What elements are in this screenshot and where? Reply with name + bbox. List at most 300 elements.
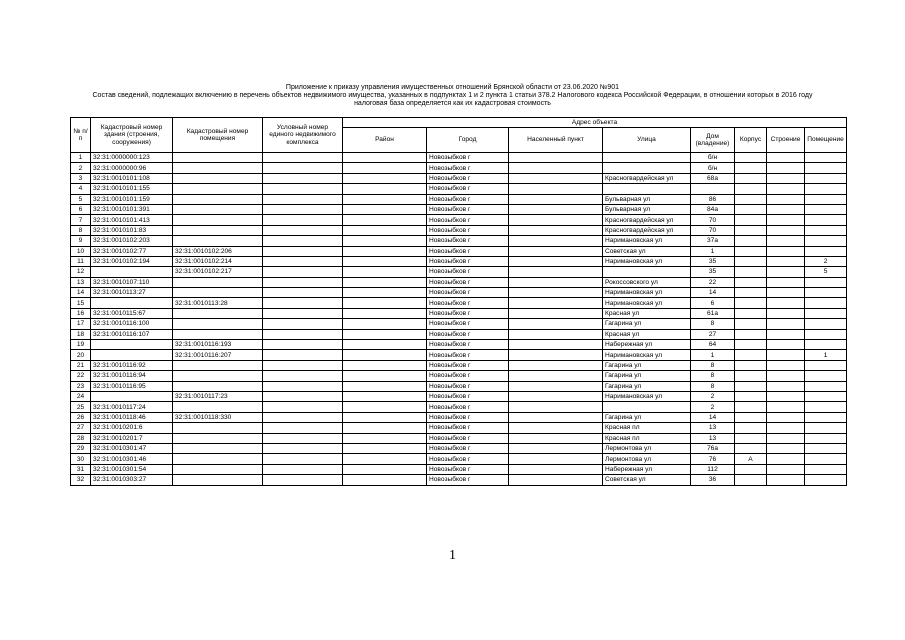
pomeschenie-cell: 5 (805, 267, 847, 277)
district-cell (343, 475, 427, 485)
settlement-cell (509, 215, 603, 225)
stroenie-cell (767, 153, 805, 163)
pomeschenie-cell (805, 329, 847, 339)
pomeschenie-cell (805, 298, 847, 308)
korpus-cell (735, 153, 767, 163)
city-cell: Новозыбков г (427, 215, 509, 225)
city-cell: Новозыбков г (427, 184, 509, 194)
korpus-cell (735, 423, 767, 433)
col-header-settlement: Населенный пункт (509, 128, 603, 153)
korpus-cell (735, 236, 767, 246)
street-cell (603, 184, 691, 194)
korpus-cell: А (735, 454, 767, 464)
city-cell: Новозыбков г (427, 423, 509, 433)
row-number-cell: 32 (71, 475, 91, 485)
settlement-cell (509, 340, 603, 350)
table-row (71, 256, 847, 266)
room-cadastral-cell (173, 443, 263, 453)
street-cell: Наримановская ул (603, 288, 691, 298)
stroenie-cell (767, 204, 805, 214)
city-cell: Новозыбков г (427, 153, 509, 163)
room-cadastral-cell: 32:31:0010117:23 (173, 391, 263, 401)
house-cell: 14 (691, 288, 735, 298)
complex-number-cell (263, 256, 343, 266)
table-row (71, 340, 847, 350)
pomeschenie-cell (805, 163, 847, 173)
district-cell (343, 236, 427, 246)
row-number-cell: 28 (71, 433, 91, 443)
city-cell: Новозыбков г (427, 308, 509, 318)
complex-number-cell (263, 204, 343, 214)
korpus-cell (735, 204, 767, 214)
stroenie-cell (767, 412, 805, 422)
complex-number-cell (263, 194, 343, 204)
street-cell: Гагарина ул (603, 319, 691, 329)
page-number: 1 (449, 548, 456, 563)
room-cadastral-cell (173, 225, 263, 235)
row-number-cell: 8 (71, 225, 91, 235)
district-cell (343, 433, 427, 443)
table-row (71, 454, 847, 464)
col-header-korpus: Корпус (735, 128, 767, 153)
pomeschenie-cell: 2 (805, 256, 847, 266)
district-cell (343, 340, 427, 350)
pomeschenie-cell (805, 246, 847, 256)
korpus-cell (735, 402, 767, 412)
room-cadastral-cell (173, 236, 263, 246)
settlement-cell (509, 412, 603, 422)
row-number-cell: 14 (71, 288, 91, 298)
complex-number-cell (263, 433, 343, 443)
house-cell: 8 (691, 371, 735, 381)
stroenie-cell (767, 163, 805, 173)
building-cadastral-cell: 32:31:0010118:46 (91, 412, 173, 422)
room-cadastral-cell (173, 360, 263, 370)
col-header-street: Улица (603, 128, 691, 153)
house-cell: 2 (691, 391, 735, 401)
table-row (71, 204, 847, 214)
stroenie-cell (767, 433, 805, 443)
settlement-cell (509, 329, 603, 339)
row-number-cell: 19 (71, 340, 91, 350)
complex-number-cell (263, 412, 343, 422)
stroenie-cell (767, 340, 805, 350)
korpus-cell (735, 277, 767, 287)
row-number-cell: 12 (71, 267, 91, 277)
house-cell: 76 (691, 454, 735, 464)
korpus-cell (735, 381, 767, 391)
settlement-cell (509, 381, 603, 391)
street-cell (603, 163, 691, 173)
district-cell (343, 153, 427, 163)
room-cadastral-cell (173, 215, 263, 225)
settlement-cell (509, 308, 603, 318)
stroenie-cell (767, 308, 805, 318)
row-number-cell: 17 (71, 319, 91, 329)
district-cell (343, 298, 427, 308)
stroenie-cell (767, 454, 805, 464)
col-header-house: Дом (владение) (691, 128, 735, 153)
col-header-pomeschenie: Помещение (805, 128, 847, 153)
table-row (71, 433, 847, 443)
room-cadastral-cell (173, 423, 263, 433)
pomeschenie-cell (805, 340, 847, 350)
district-cell (343, 454, 427, 464)
col-header-city: Город (427, 128, 509, 153)
district-cell (343, 267, 427, 277)
stroenie-cell (767, 443, 805, 453)
house-cell: 8 (691, 319, 735, 329)
stroenie-cell (767, 350, 805, 360)
house-cell: 13 (691, 423, 735, 433)
complex-number-cell (263, 288, 343, 298)
district-cell (343, 256, 427, 266)
room-cadastral-cell (173, 381, 263, 391)
complex-number-cell (263, 402, 343, 412)
building-cadastral-cell (91, 350, 173, 360)
house-cell: 37а (691, 236, 735, 246)
street-cell: Советская ул (603, 246, 691, 256)
house-cell: 61а (691, 308, 735, 318)
stroenie-cell (767, 194, 805, 204)
city-cell: Новозыбков г (427, 443, 509, 453)
col-header-building: Кадастровый номер здания (строения, сооружения) (91, 118, 173, 153)
korpus-cell (735, 194, 767, 204)
district-cell (343, 329, 427, 339)
street-cell: Красная пл (603, 433, 691, 443)
row-number-cell: 29 (71, 443, 91, 453)
building-cadastral-cell: 32:31:0010102:194 (91, 256, 173, 266)
settlement-cell (509, 288, 603, 298)
house-cell: 36 (691, 475, 735, 485)
street-cell: Советская ул (603, 475, 691, 485)
pomeschenie-cell (805, 475, 847, 485)
district-cell (343, 173, 427, 183)
settlement-cell (509, 464, 603, 474)
complex-number-cell (263, 153, 343, 163)
complex-number-cell (263, 423, 343, 433)
table-row (71, 350, 847, 360)
district-cell (343, 308, 427, 318)
building-cadastral-cell: 32:31:0010101:155 (91, 184, 173, 194)
table-row (71, 236, 847, 246)
complex-number-cell (263, 443, 343, 453)
building-cadastral-cell: 32:31:0010101:83 (91, 225, 173, 235)
house-cell: 84а (691, 204, 735, 214)
house-cell: 8 (691, 360, 735, 370)
house-cell: 86 (691, 194, 735, 204)
row-number-cell: 11 (71, 256, 91, 266)
korpus-cell (735, 391, 767, 401)
city-cell: Новозыбков г (427, 277, 509, 287)
settlement-cell (509, 184, 603, 194)
city-cell: Новозыбков г (427, 225, 509, 235)
table-row (71, 371, 847, 381)
building-cadastral-cell: 32:31:0010101:413 (91, 215, 173, 225)
room-cadastral-cell: 32:31:0010102:217 (173, 267, 263, 277)
pomeschenie-cell (805, 173, 847, 183)
stroenie-cell (767, 184, 805, 194)
district-cell (343, 215, 427, 225)
table-row (71, 402, 847, 412)
building-cadastral-cell: 32:31:0010301:54 (91, 464, 173, 474)
street-cell: Гагарина ул (603, 360, 691, 370)
stroenie-cell (767, 381, 805, 391)
city-cell: Новозыбков г (427, 360, 509, 370)
room-cadastral-cell: 32:31:0010116:193 (173, 340, 263, 350)
row-number-cell: 9 (71, 236, 91, 246)
city-cell: Новозыбков г (427, 464, 509, 474)
district-cell (343, 288, 427, 298)
house-cell: 6 (691, 298, 735, 308)
settlement-cell (509, 350, 603, 360)
city-cell: Новозыбков г (427, 236, 509, 246)
room-cadastral-cell (173, 464, 263, 474)
complex-number-cell (263, 267, 343, 277)
settlement-cell (509, 423, 603, 433)
korpus-cell (735, 184, 767, 194)
pomeschenie-cell (805, 454, 847, 464)
row-number-cell: 22 (71, 371, 91, 381)
korpus-cell (735, 443, 767, 453)
building-cadastral-cell: 32:31:0010116:107 (91, 329, 173, 339)
room-cadastral-cell: 32:31:0010118:330 (173, 412, 263, 422)
room-cadastral-cell (173, 163, 263, 173)
stroenie-cell (767, 246, 805, 256)
room-cadastral-cell (173, 194, 263, 204)
house-cell: 27 (691, 329, 735, 339)
room-cadastral-cell: 32:31:0010116:207 (173, 350, 263, 360)
city-cell: Новозыбков г (427, 288, 509, 298)
table-row (71, 319, 847, 329)
table-row (71, 277, 847, 287)
room-cadastral-cell: 32:31:0010102:214 (173, 256, 263, 266)
settlement-cell (509, 443, 603, 453)
street-cell: Наримановская ул (603, 350, 691, 360)
table-row (71, 153, 847, 163)
korpus-cell (735, 371, 767, 381)
building-cadastral-cell: 32:31:0010301:47 (91, 443, 173, 453)
district-cell (343, 391, 427, 401)
stroenie-cell (767, 402, 805, 412)
settlement-cell (509, 360, 603, 370)
building-cadastral-cell (91, 298, 173, 308)
house-cell: 2 (691, 402, 735, 412)
col-header-district: Район (343, 128, 427, 153)
city-cell: Новозыбков г (427, 402, 509, 412)
city-cell: Новозыбков г (427, 329, 509, 339)
row-number-cell: 30 (71, 454, 91, 464)
table-row (71, 288, 847, 298)
settlement-cell (509, 402, 603, 412)
street-cell: Гагарина ул (603, 412, 691, 422)
pomeschenie-cell (805, 153, 847, 163)
street-cell: Гагарина ул (603, 371, 691, 381)
korpus-cell (735, 412, 767, 422)
house-cell: 68а (691, 173, 735, 183)
city-cell: Новозыбков г (427, 371, 509, 381)
row-number-cell: 4 (71, 184, 91, 194)
table-row (71, 163, 847, 173)
city-cell: Новозыбков г (427, 256, 509, 266)
house-cell: 22 (691, 277, 735, 287)
korpus-cell (735, 340, 767, 350)
district-cell (343, 423, 427, 433)
street-cell: Бульварная ул (603, 194, 691, 204)
building-cadastral-cell: 32:31:0010117:24 (91, 402, 173, 412)
table-row (71, 464, 847, 474)
district-cell (343, 184, 427, 194)
table-row (71, 329, 847, 339)
pomeschenie-cell (805, 236, 847, 246)
complex-number-cell (263, 340, 343, 350)
complex-number-cell (263, 308, 343, 318)
row-number-cell: 23 (71, 381, 91, 391)
house-cell: 112 (691, 464, 735, 474)
row-number-cell: 7 (71, 215, 91, 225)
complex-number-cell (263, 298, 343, 308)
row-number-cell: 25 (71, 402, 91, 412)
row-number-cell: 24 (71, 391, 91, 401)
table-row (71, 381, 847, 391)
pomeschenie-cell (805, 443, 847, 453)
row-number-cell: 1 (71, 153, 91, 163)
pomeschenie-cell (805, 412, 847, 422)
pomeschenie-cell (805, 288, 847, 298)
street-cell: Красная пл (603, 423, 691, 433)
stroenie-cell (767, 423, 805, 433)
district-cell (343, 350, 427, 360)
stroenie-cell (767, 329, 805, 339)
korpus-cell (735, 246, 767, 256)
street-cell: Красная ул (603, 308, 691, 318)
korpus-cell (735, 350, 767, 360)
district-cell (343, 443, 427, 453)
stroenie-cell (767, 215, 805, 225)
house-cell: 13 (691, 433, 735, 443)
settlement-cell (509, 267, 603, 277)
table-row (71, 360, 847, 370)
table-row (71, 215, 847, 225)
stroenie-cell (767, 256, 805, 266)
settlement-cell (509, 236, 603, 246)
house-cell (691, 184, 735, 194)
house-cell: 76а (691, 443, 735, 453)
complex-number-cell (263, 236, 343, 246)
street-cell: Лермонтова ул (603, 443, 691, 453)
city-cell: Новозыбков г (427, 194, 509, 204)
complex-number-cell (263, 225, 343, 235)
street-cell: Рокоссовского ул (603, 277, 691, 287)
district-cell (343, 319, 427, 329)
complex-number-cell (263, 246, 343, 256)
building-cadastral-cell: 32:31:0010303:27 (91, 475, 173, 485)
street-cell: Бульварная ул (603, 204, 691, 214)
stroenie-cell (767, 288, 805, 298)
row-number-cell: 21 (71, 360, 91, 370)
complex-number-cell (263, 371, 343, 381)
city-cell: Новозыбков г (427, 163, 509, 173)
city-cell: Новозыбков г (427, 246, 509, 256)
settlement-cell (509, 475, 603, 485)
stroenie-cell (767, 475, 805, 485)
pomeschenie-cell (805, 402, 847, 412)
district-cell (343, 163, 427, 173)
house-cell: 35 (691, 256, 735, 266)
room-cadastral-cell (173, 319, 263, 329)
table-body (71, 153, 847, 486)
building-cadastral-cell (91, 391, 173, 401)
complex-number-cell (263, 163, 343, 173)
room-cadastral-cell (173, 329, 263, 339)
settlement-cell (509, 319, 603, 329)
room-cadastral-cell: 32:31:0010113:28 (173, 298, 263, 308)
street-cell: Красная ул (603, 329, 691, 339)
stroenie-cell (767, 298, 805, 308)
district-cell (343, 194, 427, 204)
room-cadastral-cell (173, 454, 263, 464)
room-cadastral-cell (173, 173, 263, 183)
district-cell (343, 277, 427, 287)
col-header-stroenie: Строение (767, 128, 805, 153)
room-cadastral-cell (173, 153, 263, 163)
row-number-cell: 5 (71, 194, 91, 204)
building-cadastral-cell: 32:31:0010201:6 (91, 423, 173, 433)
city-cell: Новозыбков г (427, 350, 509, 360)
settlement-cell (509, 153, 603, 163)
pomeschenie-cell (805, 371, 847, 381)
table-row (71, 443, 847, 453)
room-cadastral-cell (173, 433, 263, 443)
stroenie-cell (767, 225, 805, 235)
building-cadastral-cell: 32:31:0010102:203 (91, 236, 173, 246)
korpus-cell (735, 256, 767, 266)
pomeschenie-cell (805, 194, 847, 204)
korpus-cell (735, 433, 767, 443)
korpus-cell (735, 267, 767, 277)
street-cell (603, 153, 691, 163)
row-number-cell: 15 (71, 298, 91, 308)
korpus-cell (735, 308, 767, 318)
table-row (71, 246, 847, 256)
col-header-num: № п/п (71, 118, 91, 153)
city-cell: Новозыбков г (427, 391, 509, 401)
stroenie-cell (767, 319, 805, 329)
settlement-cell (509, 246, 603, 256)
table-row (71, 391, 847, 401)
street-cell: Наримановская ул (603, 236, 691, 246)
complex-number-cell (263, 360, 343, 370)
settlement-cell (509, 277, 603, 287)
district-cell (343, 204, 427, 214)
stroenie-cell (767, 236, 805, 246)
table-row (71, 298, 847, 308)
street-cell (603, 267, 691, 277)
building-cadastral-cell: 32:31:0010101:108 (91, 173, 173, 183)
col-header-room: Кадастровый номер помещения (173, 118, 263, 153)
appendix-title: Приложение к приказу управления имущественных отношений Брянской области от 23.06.2020 №901 (285, 84, 620, 91)
row-number-cell: 2 (71, 163, 91, 173)
building-cadastral-cell (91, 267, 173, 277)
complex-number-cell (263, 391, 343, 401)
settlement-cell (509, 371, 603, 381)
korpus-cell (735, 360, 767, 370)
stroenie-cell (767, 391, 805, 401)
complex-number-cell (263, 464, 343, 474)
settlement-cell (509, 204, 603, 214)
complex-number-cell (263, 184, 343, 194)
pomeschenie-cell (805, 433, 847, 443)
